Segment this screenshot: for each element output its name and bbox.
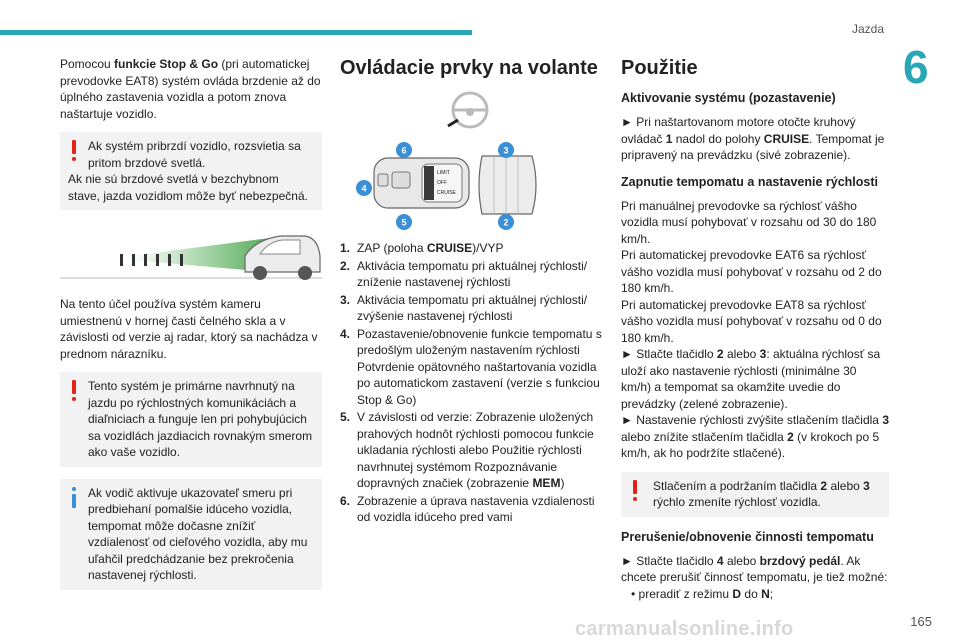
intro-text-bold: funkcie Stop & Go [114, 57, 219, 71]
warning-icon [69, 140, 79, 162]
car-radar-illustration [60, 226, 322, 282]
camera-paragraph: Na tento účel používa systém kameru umiestnenú v hornej časti čelného skla a v závislosti od verzie aj radar, ktorý sa nachádza v prednom nárazníku. [60, 297, 318, 361]
stalk-label-cruise: CRUISE [437, 190, 456, 196]
subtitle-set-speed: Zapnutie tempomatu a nastavenie rýchlosti [621, 174, 879, 189]
list-item: 5. V závislosti od verzie: Zobrazenie uložených prahových hodnôt rýchlosti pomocou funkcie ukladania rýchlosti alebo Použitie rýchlosti navrhnutej systémom Rozpoznávanie dopravných značiek (zobrazenie MEM) [340, 410, 594, 490]
badge-4: 4 [361, 183, 367, 194]
subtitle-activation: Aktivovanie systému (pozastavenie) [621, 91, 836, 105]
badge-5: 5 [401, 217, 407, 228]
list-item: 1. ZAP (poloha CRUISE)/VYP [340, 241, 504, 255]
page-number: 165 [910, 614, 932, 629]
paragraph-eat8: Pri automatickej prevodovke EAT8 sa rýchlosť vášho vozidla musí pohybovať v rozsahu od 0 do 180 km/h. [621, 297, 882, 345]
stalk-label-off: OFF [437, 180, 447, 186]
bullet-item: • preradiť z režimu D do N; [631, 586, 774, 601]
warning-notice-hold [621, 472, 889, 517]
paragraph-interrupt: ► Stlačte tlačidlo 4 alebo brzdový pedál. Ak chcete prerušiť činnosť tempomatu, je tiež možné: [621, 553, 888, 584]
paragraph-press-2-3: ► Stlačte tlačidlo 2 alebo 3: aktuálna rýchlosť sa uloží ako nastavenie rýchlosti (minimálne 30 km/h) a tempomat sa okamžite uvedie do prevádzky (zelené zobrazenie). [621, 347, 881, 411]
column-left [60, 56, 322, 602]
paragraph-eat6: Pri automatickej prevodovke EAT6 sa rýchlosť vášho vozidla musí pohybovať v rozsahu od 2 do 180 km/h. [621, 248, 882, 295]
section-title-controls: Ovládacie prvky na volante [340, 57, 598, 79]
badge-6: 6 [401, 145, 407, 156]
warning-text-1: Ak systém pribrzdí vozidlo, rozsvietia sa pritom brzdové svetlá. [88, 139, 301, 170]
warning-notice-brake-lights [60, 132, 322, 210]
paragraph-manual: Pri manuálnej prevodovke sa rýchlosť vášho vozidla musí pohybovať v rozsahu od 30 do 180 km/h. [621, 198, 877, 246]
intro-text-post: (pri automatickej prevodovke EAT8) systém ovláda brzdenie až do úplného zastavenia vozidla a potom znova naštartuje vozidlo. [60, 57, 321, 121]
steering-wheel-icon [440, 90, 500, 130]
badge-3: 3 [503, 145, 509, 156]
badge-2: 2 [503, 217, 509, 228]
paragraph-adjust-speed: ► Nastavenie rýchlosti zvýšite stlačením tlačidla 3 alebo znížite stlačením tlačidla 2 (v krokoch po 5 km/h, ak ho podržíte stlačené). [621, 413, 889, 460]
column-middle [340, 56, 605, 527]
column-right [621, 56, 889, 602]
watermark: carmanualsonline.info [575, 618, 794, 640]
info-notice-overtaking [60, 479, 322, 590]
cruise-control-stalk-diagram [354, 140, 549, 230]
warning-icon [630, 480, 640, 502]
info-text: Ak vodič aktivuje ukazovateľ smeru pri predbiehaní pomalšie idúceho vozidla, tempomat môže dočasne znížiť vzdialenosť od cieľového vozidla, aby mu uľahčil predchádzanie bez prekročenia nastavenej rýchlosti. [88, 485, 308, 582]
warning-text: Stlačením a podržaním tlačidla 2 alebo 3 rýchlo zmeníte rýchlosť vozidla. [653, 478, 870, 509]
paragraph-activation: ► Pri naštartovanom motore otočte kruhový ovládač 1 nadol do polohy CRUISE. Tempomat je pripravený na prevádzku (sivé zobrazenie). [621, 115, 885, 162]
warning-icon [69, 380, 79, 402]
subtitle-interrupt: Prerušenie/obnovenie činnosti tempomatu [621, 529, 874, 544]
info-icon [69, 487, 79, 509]
warning-text-2: Ak nie sú brzdové svetlá v bezchybnom stave, jazda vozidlom môže byť nebezpečná. [68, 172, 308, 203]
warning-text: Tento systém je primárne navrhnutý na jazdu po rýchlostných komunikáciách a diaľniciach a funguje len pri pohybujúcich sa vozidlách jazdiacich rovnakým smerom ako vaše vozidlo. [88, 379, 313, 459]
list-item: 2. Aktivácia tempomatu pri aktuálnej rýchlosti/ zníženie nastavenej rýchlosti [340, 258, 588, 289]
controls-list [340, 240, 605, 526]
list-item: 4. Pozastavenie/obnovenie funkcie tempomatu s predošlým uloženým nastavením rýchlosti Potvrdenie opätovného naštartovania vozidla po automatickom zastavení (verzie s funkciou Stop & Go) [340, 326, 602, 407]
intro-text-pre: Pomocou [60, 57, 115, 71]
list-item: 3. Aktivácia tempomatu pri aktuálnej rýchlosti/ zvýšenie nastavenej rýchlosti [340, 292, 588, 323]
stalk-label-limit: LIMIT [437, 170, 450, 176]
warning-notice-highways [60, 372, 322, 467]
intro-paragraph [60, 56, 322, 122]
section-header-title: Jazda [851, 22, 884, 36]
header-bar [0, 30, 472, 35]
section-title-usage: Použitie [621, 57, 698, 79]
chapter-number: 6 [903, 41, 929, 93]
list-item: 6. Zobrazenie a úprava nastavenia vzdialenosti od vozidla idúceho pred vami [340, 493, 595, 524]
